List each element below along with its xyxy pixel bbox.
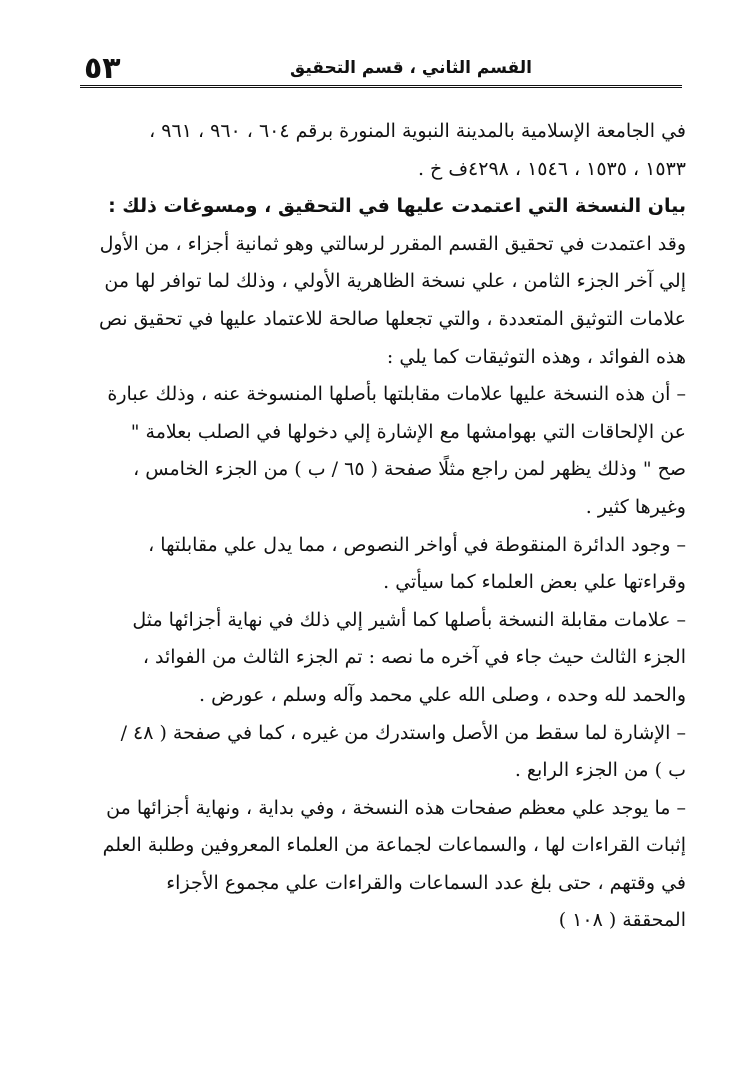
text-line: – الإشارة لما سقط من الأصل واستدرك من غيره ، كما في صفحة ( ٤٨ / <box>120 721 686 744</box>
text-line: هذه الفوائد ، وهذه التوثيقات كما يلي : <box>386 345 686 368</box>
text-line: عن الإلحاقات التي بهوامشها مع الإشارة إلي دخولها في الصلب بعلامة " <box>130 420 686 443</box>
text-line: – ما يوجد علي معظم صفحات هذه النسخة ، وفي بداية ، ونهاية أجزائها من <box>106 796 686 819</box>
text-line: وغيرها كثير . <box>585 495 686 518</box>
text-line: والحمد لله وحده ، وصلى الله علي محمد وآله وسلم ، عورض . <box>199 683 686 706</box>
text-line: المحققة ( ١٠٨ ) <box>558 909 686 932</box>
text-line: ب ) من الجزء الرابع . <box>514 759 686 782</box>
page-body <box>78 113 686 940</box>
header-rule <box>80 85 682 88</box>
text-line: الجزء الثالث حيث جاء في آخره ما نصه : تم الجزء الثالث من الفوائد ، <box>142 646 686 669</box>
text-line: علامات التوثيق المتعددة ، والتي تجعلها صالحة للاعتماد عليها في تحقيق نص <box>98 307 686 330</box>
text-line: صح " وذلك يظهر لمن راجع مثلًا صفحة ( ٦٥ / ب ) من الجزء الخامس ، <box>133 458 686 481</box>
text-line: ١٥٣٣ ، ١٥٣٥ ، ١٥٤٦ ، ٤٢٩٨ف خ . <box>417 157 686 180</box>
text-line: – وجود الدائرة المنقوطة في أواخر النصوص ، مما يدل علي مقابلتها ، <box>148 533 686 556</box>
section-heading: بيان النسخة التي اعتمدت عليها في التحقيق ، ومسوغات ذلك : <box>108 195 686 218</box>
text-line: في الجامعة الإسلامية بالمدينة النبوية المنورة برقم ٦٠٤ ، ٩٦٠ ، ٩٦١ ، <box>149 120 686 142</box>
text-line: في وقتهم ، حتى بلغ عدد السماعات والقراءات علي مجموع الأجزاء <box>166 871 686 894</box>
page-number: ٥٣ <box>84 51 121 86</box>
text-line: – أن هذه النسخة عليها علامات مقابلتها بأصلها المنسوخة عنه ، وذلك عبارة <box>107 383 686 406</box>
running-head: القسم الثاني ، قسم التحقيق <box>290 58 532 78</box>
text-line: إثبات القراءات لها ، والسماعات لجماعة من العلماء المعروفين وطلبة العلم <box>102 834 686 857</box>
text-line: وقراءتها علي بعض العلماء كما سيأتي . <box>383 571 686 594</box>
text-line: – علامات مقابلة النسخة بأصلها كما أشير إلي ذلك في نهاية أجزائها مثل <box>132 608 686 631</box>
text-line: وقد اعتمدت في تحقيق القسم المقرر لرسالتي وهو ثمانية أجزاء ، من الأول <box>99 232 686 255</box>
text-line: إلي آخر الجزء الثامن ، علي نسخة الظاهرية الأولي ، وذلك لما توافر لها من <box>104 270 686 293</box>
page-header <box>80 48 682 88</box>
